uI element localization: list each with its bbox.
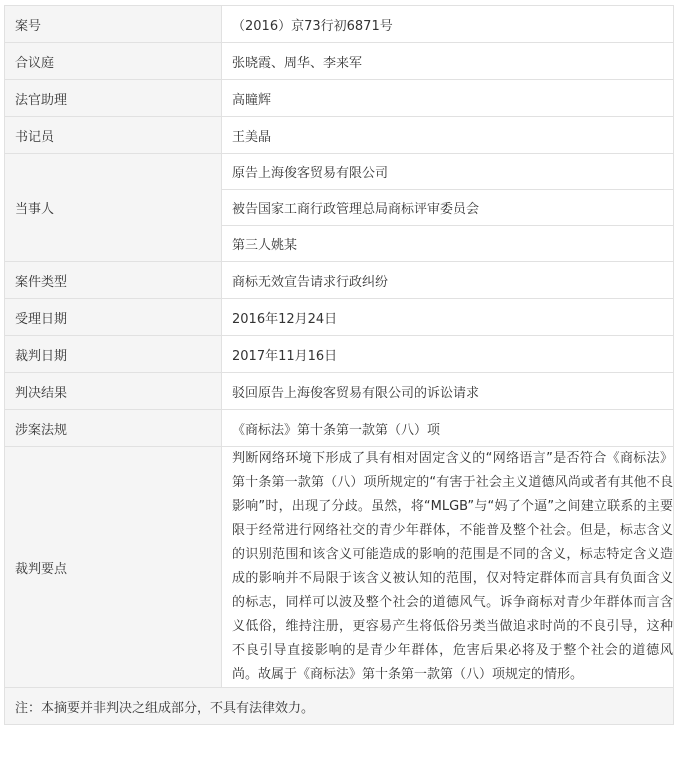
judgment-date-value: 2017年11月16日 xyxy=(222,336,674,373)
reasoning-label: 裁判要点 xyxy=(5,447,222,688)
case-number-label: 案号 xyxy=(5,6,222,43)
table-row xyxy=(5,688,674,725)
table-row xyxy=(5,154,674,190)
judgment-result-value: 驳回原告上海俊客贸易有限公司的诉讼请求 xyxy=(222,373,674,410)
case-type-value: 商标无效宣告请求行政纠纷 xyxy=(222,262,674,299)
table-row xyxy=(5,299,674,336)
table-row xyxy=(5,262,674,299)
case-type-label: 案件类型 xyxy=(5,262,222,299)
judgment-result-label: 判决结果 xyxy=(5,373,222,410)
clerk-label: 书记员 xyxy=(5,117,222,154)
table-row xyxy=(5,80,674,117)
table-row xyxy=(5,336,674,373)
case-number-value: （2016）京73行初6871号 xyxy=(222,6,674,43)
panel-value: 张晓霞、周华、李来军 xyxy=(222,43,674,80)
judge-assistant-label: 法官助理 xyxy=(5,80,222,117)
table-row xyxy=(5,6,674,43)
filing-date-label: 受理日期 xyxy=(5,299,222,336)
defendant-value: 被告国家工商行政管理总局商标评审委员会 xyxy=(222,190,674,226)
filing-date-value: 2016年12月24日 xyxy=(222,299,674,336)
reasoning-text: 判断网络环境下形成了具有相对固定含义的“网络语言”是否符合《商标法》第十条第一款第（八）项所规定的“有害于社会主义道德风尚或者有其他不良影响”时，出现了分歧。虽然，将“MLGB”与“妈了个逼”之间建立联系的主要限于经常进行网络社交的青少年群体，不能普及整个社会。但是，标志含义的识别范围和该含义可能造成的影响的范围是不同的含义，标志特定含义造成的影响并不局限于该含义被认知的范围，仅对特定群体而言具有负面含义的标志，同样可以波及整个社会的道德风气。诉争商标对青少年群体而言含义低俗，维持注册，更容易产生将低俗另类当做追求时尚的不良引导，这种不良引导直接影响的是青少年群体，危害后果必将及于整个社会的道德风尚。故属于《商标法》第十条第一款第（八）项规定的情形。 xyxy=(222,447,674,688)
third-party-value: 第三人姚某 xyxy=(222,226,674,262)
panel-label: 合议庭 xyxy=(5,43,222,80)
disclaimer-note: 注：本摘要并非判决之组成部分，不具有法律效力。 xyxy=(5,688,674,725)
judge-assistant-value: 高瞳辉 xyxy=(222,80,674,117)
table-row xyxy=(5,117,674,154)
clerk-value: 王美晶 xyxy=(222,117,674,154)
case-summary-table xyxy=(4,5,674,725)
table-row xyxy=(5,410,674,447)
table-row xyxy=(5,43,674,80)
judgment-date-label: 裁判日期 xyxy=(5,336,222,373)
related-law-value: 《商标法》第十条第一款第（八）项 xyxy=(222,410,674,447)
table-row xyxy=(5,373,674,410)
related-law-label: 涉案法规 xyxy=(5,410,222,447)
table-row xyxy=(5,447,674,688)
plaintiff-value: 原告上海俊客贸易有限公司 xyxy=(222,154,674,190)
parties-label: 当事人 xyxy=(5,154,222,262)
